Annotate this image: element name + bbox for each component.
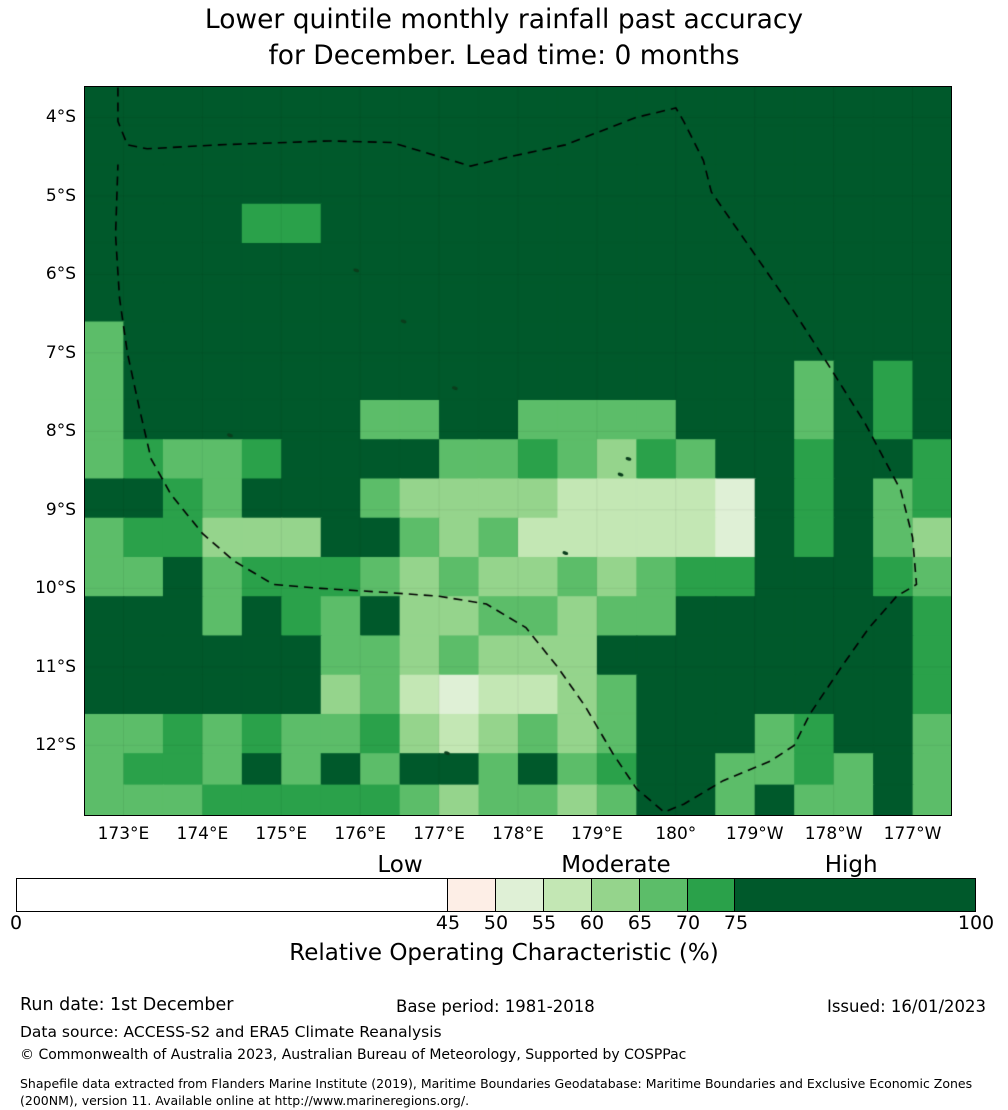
- colorbar-segment: [735, 879, 975, 911]
- colorbar-tick-label: 65: [627, 912, 653, 934]
- y-tick-label: 9°S: [45, 499, 76, 520]
- colorbar-tick-label: 60: [579, 912, 605, 934]
- footer: [0, 995, 1008, 1108]
- colorbar-tick-label: 50: [483, 912, 509, 934]
- colorbar-ticks: [9, 912, 995, 938]
- x-tick-label: 178°W: [804, 824, 863, 844]
- data-source: Data source: ACCESS-S2 and ERA5 Climate Reanalysis: [20, 1023, 442, 1041]
- page-title: [0, 2, 1008, 74]
- x-tick-label: 173°E: [97, 824, 150, 844]
- colorbar-tick-label: 55: [531, 912, 557, 934]
- issued-date: Issued: 16/01/2023: [826, 997, 986, 1016]
- copyright-notice: © Commonwealth of Australia 2023, Australian Bureau of Meteorology, Supported by COSPPac: [20, 1047, 687, 1063]
- x-tick-label: 177°E: [413, 824, 465, 844]
- x-tick-label: 177°W: [883, 824, 942, 844]
- colorbar-tick-label: 100: [957, 912, 995, 934]
- shapefile-note: Shapefile data extracted from Flanders Marine Institute (2019), Maritime Boundaries Geodatabase: Maritime Boundaries and Exclusive Economic Zones (200NM), version 11. Available online at http://www.marineregions.org/.: [20, 1076, 973, 1108]
- title-line-1: Lower quintile monthly rainfall past accuracy: [204, 4, 804, 35]
- colorbar-category-label: High: [824, 852, 878, 878]
- colorbar-tick-label: 70: [675, 912, 701, 934]
- base-period: Base period: 1981-2018: [396, 997, 595, 1016]
- heatmap-plot: [84, 86, 952, 816]
- colorbar-tick-label: 75: [723, 912, 749, 934]
- colorbar-segment: [592, 879, 640, 911]
- y-axis-ticks: [0, 86, 76, 816]
- run-date: Run date: 1st December: [20, 995, 234, 1015]
- colorbar: [16, 878, 976, 912]
- colorbar-segment: [688, 879, 736, 911]
- eez-boundary-line: [84, 86, 952, 816]
- y-tick-label: 12°S: [35, 735, 76, 756]
- colorbar-category-label: Low: [377, 852, 423, 878]
- colorbar-segment: [496, 879, 544, 911]
- title-line-2: for December. Lead time: 0 months: [268, 40, 740, 71]
- x-tick-label: 179°W: [725, 824, 784, 844]
- y-tick-label: 8°S: [45, 421, 76, 442]
- x-tick-label: 176°E: [334, 824, 387, 844]
- colorbar-segment: [448, 879, 496, 911]
- x-tick-label: 174°E: [176, 824, 229, 844]
- colorbar-segment: [640, 879, 688, 911]
- y-tick-label: 4°S: [45, 107, 76, 128]
- x-tick-label: 179°E: [571, 824, 623, 844]
- x-axis-ticks: [84, 820, 952, 848]
- x-tick-label: 180°: [655, 824, 697, 844]
- x-tick-label: 178°E: [492, 824, 544, 844]
- colorbar-segment: [544, 879, 592, 911]
- y-tick-label: 10°S: [35, 578, 76, 599]
- colorbar-tick-label: 0: [9, 912, 23, 934]
- x-tick-label: 175°E: [255, 824, 308, 844]
- y-tick-label: 11°S: [35, 656, 76, 677]
- colorbar-segment: [17, 879, 448, 911]
- y-tick-label: 7°S: [45, 342, 76, 363]
- footer-row-1: [0, 995, 1008, 1021]
- colorbar-axis-label: Relative Operating Characteristic (%): [289, 940, 719, 966]
- y-tick-label: 6°S: [45, 264, 76, 285]
- colorbar-category-label: Moderate: [561, 852, 671, 878]
- y-tick-label: 5°S: [45, 185, 76, 206]
- colorbar-tick-label: 45: [435, 912, 461, 934]
